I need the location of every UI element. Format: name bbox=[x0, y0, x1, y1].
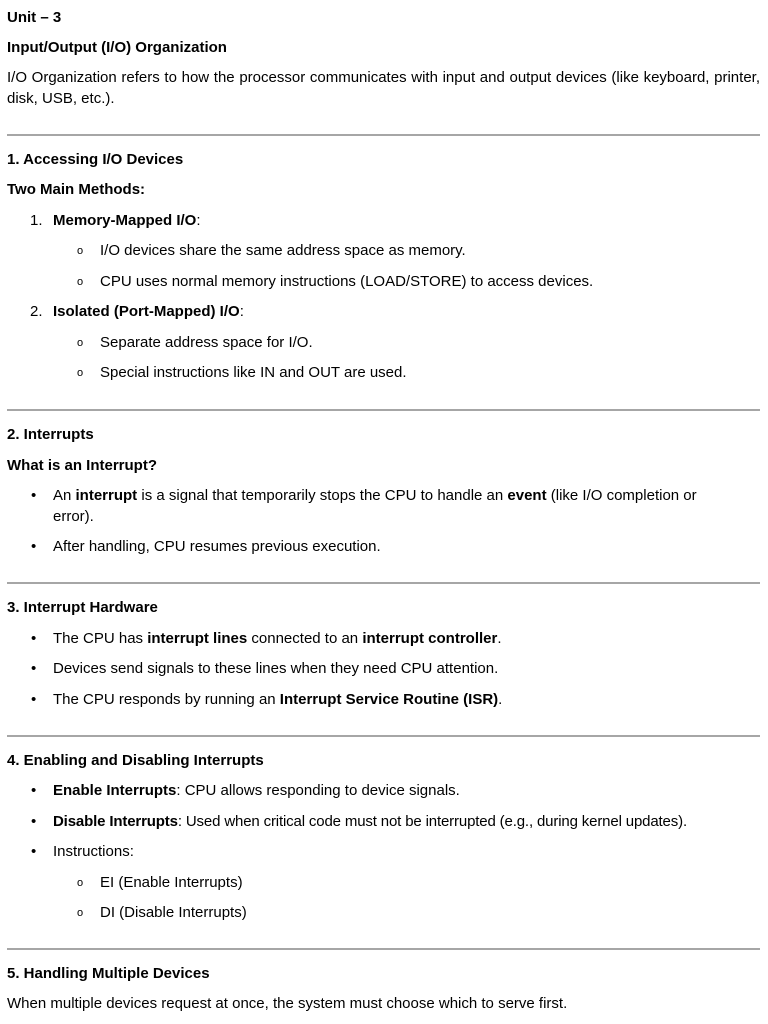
section-divider bbox=[7, 134, 760, 136]
section-heading-accessing-io: 1. Accessing I/O Devices bbox=[7, 151, 184, 168]
intro-paragraph: I/O Organization refers to how the processor communicates with input and output devices (like keyboard, printer, disk, USB, etc.). bbox=[7, 69, 760, 107]
term: event bbox=[507, 487, 547, 504]
list-number: 1. bbox=[30, 212, 43, 229]
bullet: • bbox=[31, 691, 37, 708]
text: . bbox=[498, 691, 503, 708]
section-divider bbox=[7, 948, 760, 950]
text: : Used when critical code must not be interrupted (e.g., during kernel updates). bbox=[177, 813, 687, 830]
bullet: • bbox=[31, 630, 37, 647]
bullet: • bbox=[31, 843, 37, 860]
circle-bullet: o bbox=[77, 337, 84, 349]
circle-bullet: o bbox=[77, 877, 84, 889]
list-item bbox=[53, 690, 502, 710]
text: The CPU responds by running an bbox=[53, 691, 280, 708]
colon: : bbox=[196, 212, 201, 229]
list-item-memory-mapped bbox=[53, 211, 201, 231]
list-item-isolated-io bbox=[53, 302, 244, 322]
list-item: Separate address space for I/O. bbox=[100, 334, 313, 351]
bullet: • bbox=[31, 660, 37, 677]
text: : CPU allows responding to device signals. bbox=[176, 782, 460, 799]
bullet: • bbox=[31, 487, 37, 504]
section-heading-interrupts: 2. Interrupts bbox=[7, 426, 94, 443]
section-heading-enabling-disabling: 4. Enabling and Disabling Interrupts bbox=[7, 752, 264, 769]
list-item bbox=[53, 781, 460, 801]
list-item: Special instructions like IN and OUT are used. bbox=[100, 364, 407, 381]
section-divider bbox=[7, 735, 760, 737]
colon: : bbox=[239, 303, 244, 320]
term: Isolated (Port-Mapped) I/O bbox=[53, 303, 240, 320]
term: Interrupt Service Routine (ISR) bbox=[279, 691, 499, 708]
list-item: Instructions: bbox=[53, 843, 134, 860]
list-item: Devices send signals to these lines when they need CPU attention. bbox=[53, 660, 499, 677]
list-item: After handling, CPU resumes previous execution. bbox=[53, 538, 381, 555]
subheading-two-methods: Two Main Methods: bbox=[7, 181, 146, 198]
term: interrupt controller bbox=[362, 630, 498, 647]
section-paragraph: When multiple devices request at once, the system must choose which to serve first. bbox=[7, 995, 568, 1012]
section-heading-multiple-devices: 5. Handling Multiple Devices bbox=[7, 965, 210, 982]
list-item: CPU uses normal memory instructions (LOAD/STORE) to access devices. bbox=[100, 273, 594, 290]
bullet: • bbox=[31, 813, 37, 830]
term: Enable Interrupts bbox=[53, 782, 177, 799]
text: is a signal that temporarily stops the CPU to handle an bbox=[137, 487, 508, 504]
list-item: I/O devices share the same address space as memory. bbox=[100, 242, 466, 259]
list-item: EI (Enable Interrupts) bbox=[100, 874, 243, 891]
circle-bullet: o bbox=[77, 245, 84, 257]
text: . bbox=[497, 630, 502, 647]
bullet: • bbox=[31, 538, 37, 555]
section-divider bbox=[7, 582, 760, 584]
text: (like I/O completion or bbox=[546, 487, 697, 504]
circle-bullet: o bbox=[77, 907, 84, 919]
text: The CPU has bbox=[53, 630, 148, 647]
section-heading-interrupt-hardware: 3. Interrupt Hardware bbox=[7, 599, 158, 616]
section-divider bbox=[7, 409, 760, 411]
term: interrupt bbox=[75, 487, 138, 504]
list-item bbox=[53, 486, 697, 506]
page-title: Input/Output (I/O) Organization bbox=[7, 39, 227, 56]
list-item-continuation: error). bbox=[53, 508, 94, 525]
list-number: 2. bbox=[30, 303, 43, 320]
text: connected to an bbox=[247, 630, 363, 647]
circle-bullet: o bbox=[77, 276, 84, 288]
term: Disable Interrupts bbox=[53, 813, 178, 830]
term: interrupt lines bbox=[147, 630, 248, 647]
unit-label: Unit – 3 bbox=[7, 9, 62, 26]
circle-bullet: o bbox=[77, 367, 84, 379]
text: An bbox=[53, 487, 76, 504]
subheading-what-is-interrupt: What is an Interrupt? bbox=[7, 457, 157, 474]
list-item bbox=[53, 812, 687, 832]
list-item: DI (Disable Interrupts) bbox=[100, 904, 247, 921]
bullet: • bbox=[31, 782, 37, 799]
list-item bbox=[53, 629, 502, 649]
term: Memory-Mapped I/O bbox=[53, 212, 197, 229]
